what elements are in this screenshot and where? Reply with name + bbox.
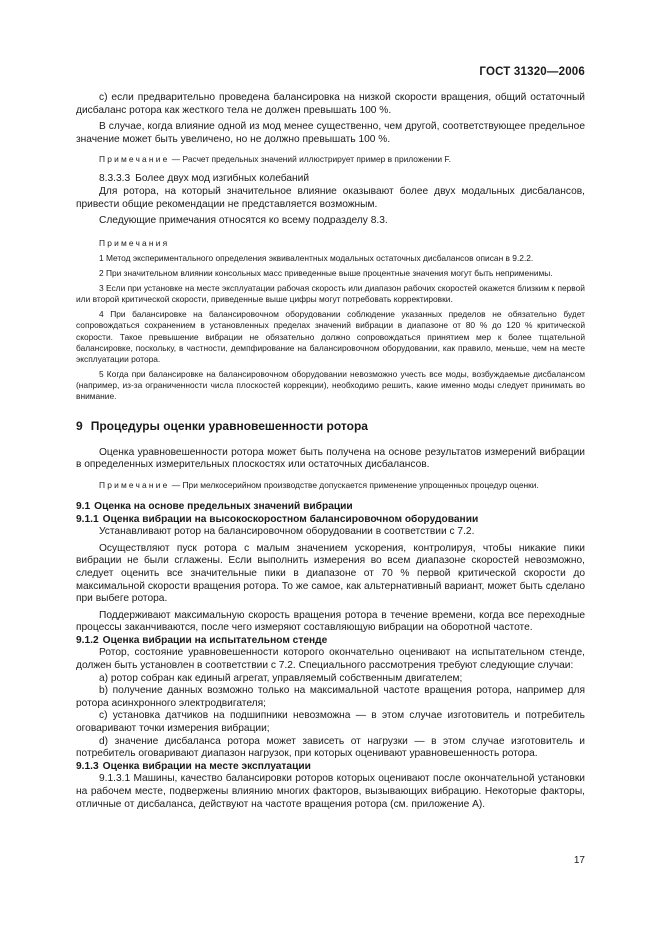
page-number: 17 (573, 855, 585, 866)
subsection-heading-8-3-3-3 (76, 173, 585, 186)
note-text: — Расчет предельных значений иллюстрирует пример в приложении F. (169, 154, 451, 165)
heading-title: Процедуры оценки уравновешенности ротора (90, 419, 368, 434)
paragraph: Поддерживают максимальную скорость вращения ротора в течение времени, когда все переходные процессы заканчиваются, после чего измеряют составляющую вибрации на оборотной частоте. (76, 609, 585, 634)
heading-number: 9.1.2 (76, 634, 99, 646)
paragraph: Ротор, состояние уравновешенности которого окончательно оценивают на испытательном стенде, должен быть установлен в соответствии с 7.2. Специального рассмотрения требуют следующие случаи: (76, 647, 585, 672)
note-label: Примечание (99, 479, 170, 490)
notes-heading (76, 238, 585, 249)
subsection-heading-9-1-1 (76, 514, 585, 527)
paragraph: В случае, когда влияние одной из мод менее существенно, чем другой, соответствующее предельное значение может быть увеличено, но не должно превышать 100 %. (76, 121, 585, 145)
subsection-heading-9-1-3 (76, 761, 585, 774)
subsection-heading-9-1 (76, 501, 585, 514)
list-item: c) установка датчиков на подшипники невозможна — в этом случае изготовитель и потребитель оговаривают точки измерения вибрации; (76, 710, 585, 735)
note-item: 4 При балансировке на балансировочном оборудовании соблюдение указанных пределов не обязательно будет сопровождаться сохранением в установленных пределах значений вибрации в диапазоне от 80 % до 120 % критической скорости. Такое превышение вибрации не обязательно должно сопровождаться принятием мер к более тщательной балансировке, поскольку, в частности, демпфирование на балансировочном оборудовании, как правило, меньше, чем на месте эксплуатации ротора. (76, 309, 585, 364)
heading-number: 9 (76, 419, 83, 434)
note-item: 3 Если при установке на месте эксплуатации рабочая скорость или диапазон рабочих скоростей окажется близким к первой или второй критической скорости, приведенные выше цифры могут потребовать корректировки. (76, 283, 585, 305)
subsection-heading-9-1-2 (76, 635, 585, 648)
document-id: ГОСТ 31320—2006 (479, 66, 585, 78)
note (76, 480, 585, 491)
paragraph: Оценка уравновешенности ротора может быть получена на основе результатов измерений вибрации в определенных измерительных плоскостях или остаточных дисбалансов. (76, 446, 585, 471)
notes-label: Примечания (99, 237, 170, 248)
heading-title: Более двух мод изгибных колебаний (135, 173, 310, 185)
heading-title: Оценка вибрации на месте эксплуатации (102, 760, 311, 772)
heading-title: Оценка вибрации на испытательном стенде (102, 634, 328, 646)
note (76, 154, 585, 165)
heading-number: 9.1.1 (76, 513, 99, 525)
note-item: 5 Когда при балансировке на балансировочном оборудовании невозможно учесть все моды, возбуждаемые дисбалансом (например, из-за ограниченности числа плоскостей коррекции), необходимо решить, какие именно моды следует принимать во внимание. (76, 368, 585, 401)
note-item: 2 При значительном влиянии консольных масс приведенные выше процентные значения могут быть неприменимы. (99, 268, 553, 279)
list-item: d) значение дисбаланса ротора может зависеть от нагрузки — в этом случае изготовитель и потребитель оговаривают диапазон нагрузок, при которых оценивают уравновешенность ротора. (76, 735, 585, 760)
list-item: a) ротор собран как единый агрегат, управляемый собственным двигателем; (99, 672, 463, 684)
paragraph: Устанавливают ротор на балансировочном оборудовании в соответствии с 7.2. (99, 526, 475, 538)
heading-number: 9.1.3 (76, 760, 99, 772)
section-heading-9 (76, 420, 585, 433)
note-item: 1 Метод экспериментального определения эквивалентных модальных остаточных дисбалансов описан в 9.2.2. (99, 252, 534, 263)
heading-number: 9.1 (76, 500, 91, 512)
paragraph: Для ротора, на который значительное влияние оказывают более двух модальных дисбалансов, привести общие рекомендации не представляется возможным. (76, 186, 585, 210)
note-text: — При мелкосерийном производстве допускается применение упрощенных процедур оценки. (169, 479, 539, 490)
paragraph: Осуществляют пуск ротора с малым значением ускорения, контролируя, чтобы никакие пики вибрации не были сглажены. Если выполнить измерения во всем диапазоне скоростей невозможно, следует оценить все значительные пики в диапазоне от 70 % первой критической скорости до максимальной скорости вращения ротора. То же самое, как альтернативный вариант, может быть сделано при выбеге ротора. (76, 542, 585, 605)
heading-number: 8.3.3.3 (99, 173, 131, 185)
paragraph: c) если предварительно проведена балансировка на низкой скорости вращения, общий остаточный дисбаланс ротора как жесткого тела не должен превышать 100 %. (76, 92, 585, 116)
list-item: b) получение данных возможно только на максимальной частоте вращения ротора, например для ротора асинхронного электродвигателя; (76, 685, 585, 709)
heading-title: Оценка вибрации на высокоскоростном балансировочном оборудовании (102, 513, 479, 525)
page-content (76, 92, 585, 811)
paragraph: 9.1.3.1 Машины, качество балансировки роторов которых оценивают после окончательной установки на рабочем месте, подвержены влиянию многих факторов, вызывающих вибрацию. Некоторые факторы, отличные от дисбаланса, действуют на частоте вращения ротора (см. приложение А). (76, 773, 585, 810)
note-label: Примечание (99, 154, 170, 165)
heading-title: Оценка на основе предельных значений вибрации (94, 500, 353, 512)
paragraph: Следующие примечания относятся ко всему подразделу 8.3. (99, 215, 388, 227)
